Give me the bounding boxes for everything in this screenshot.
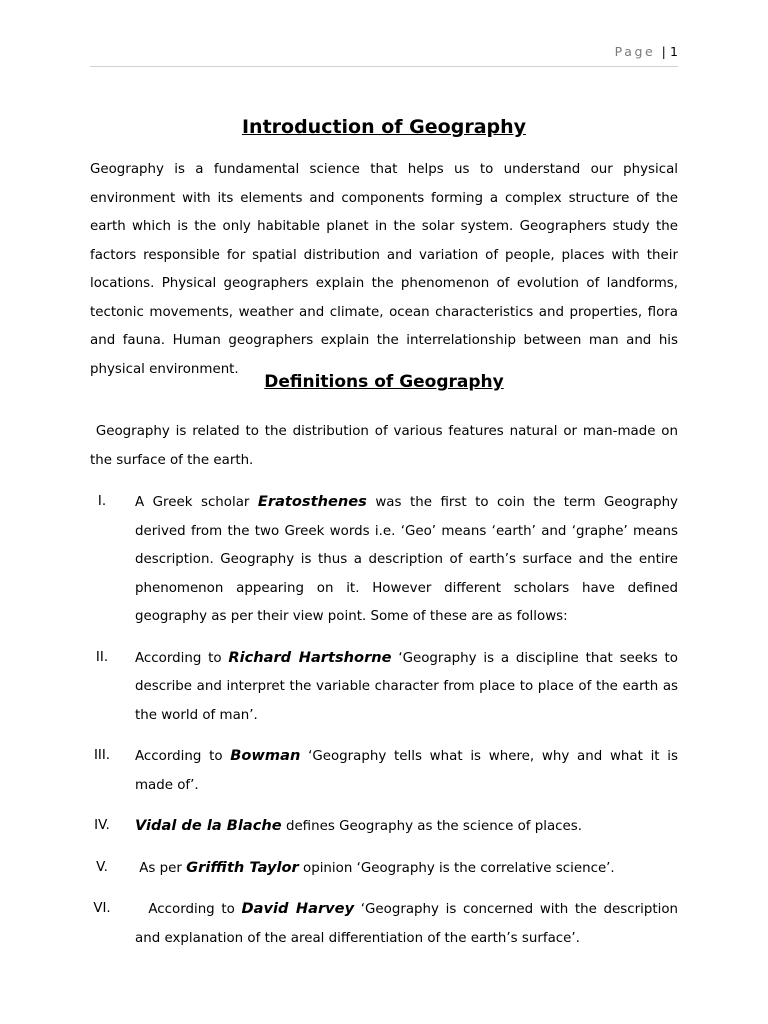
item-text-before: As per — [139, 860, 187, 876]
list-numeral: III. — [93, 748, 111, 763]
list-item — [90, 895, 678, 953]
item-text-before: According to — [135, 749, 231, 764]
definitions-intro-text: Geography is related to the distribution of various features natural or man-made on the surface of the earth. — [90, 424, 678, 468]
item-text-after: ‘Geography is concerned with the description and explanation of the areal differentiation of the earth’s surface’. — [135, 902, 679, 946]
item-text-after: defines Geography as the science of places. — [281, 819, 582, 834]
list-item — [90, 812, 678, 842]
list-numeral: VI. — [93, 901, 111, 916]
list-item — [90, 644, 678, 731]
page-label: Page — [614, 44, 656, 59]
page-number: 1 — [670, 44, 678, 59]
item-text-before: According to — [135, 650, 229, 666]
list-numeral: I. — [97, 494, 107, 509]
scholar-name: Richard Hartshorne — [228, 648, 392, 666]
item-text-after: ‘Geography is a discipline that seeks to describe and interpret the variable character from place to place of the earth as the world of man’. — [135, 650, 678, 723]
definitions-list — [90, 488, 678, 965]
scholar-name: Vidal de la Blache — [135, 817, 282, 834]
scholar-name: David Harvey — [241, 900, 355, 917]
page-header — [90, 44, 678, 67]
scholar-name: Griffith Taylor — [186, 858, 299, 876]
list-item — [90, 854, 678, 884]
page-title: Introduction of Geography — [241, 116, 527, 138]
definitions-heading: Definitions of Geography — [264, 372, 504, 392]
list-numeral: V. — [96, 859, 108, 875]
list-item — [90, 488, 678, 632]
item-text-before: According to — [148, 902, 242, 917]
page-separator: | — [661, 44, 666, 59]
item-text-before: A Greek scholar — [135, 495, 258, 510]
list-numeral: II. — [95, 649, 109, 665]
item-text-after: was the first to coin the term Geography derived from the two Greek words i.e. ‘Geo’ means ‘earth’ and ‘graphe’ means description. Geography is thus a description of earth’s surface and the entire phenomenon appearing on it. However different scholars have defined geography as per their view point. Some of these are as follows: — [135, 495, 678, 624]
definitions-intro — [90, 418, 678, 475]
scholar-name: Eratosthenes — [257, 493, 367, 510]
item-text-after: opinion ‘Geography is the correlative science’. — [298, 860, 615, 876]
intro-paragraph: Geography is a fundamental science that helps us to understand our physical environment with its elements and components forming a complex structure of the earth which is the only habitable planet in the solar system. Geographers study the factors responsible for spatial distribution and variation of people, places with their locations. Physical geographers explain the phenomenon of evolution of landforms, tectonic movements, weather and climate, ocean characteristics and properties, flora and fauna. Human geographers explain the interrelationship between man and his physical environment. — [90, 162, 678, 377]
scholar-name: Bowman — [230, 747, 301, 764]
item-text-after: ‘Geography tells what is where, why and what it is made of’. — [135, 749, 679, 793]
list-numeral: IV. — [94, 818, 110, 833]
list-item — [90, 742, 678, 800]
